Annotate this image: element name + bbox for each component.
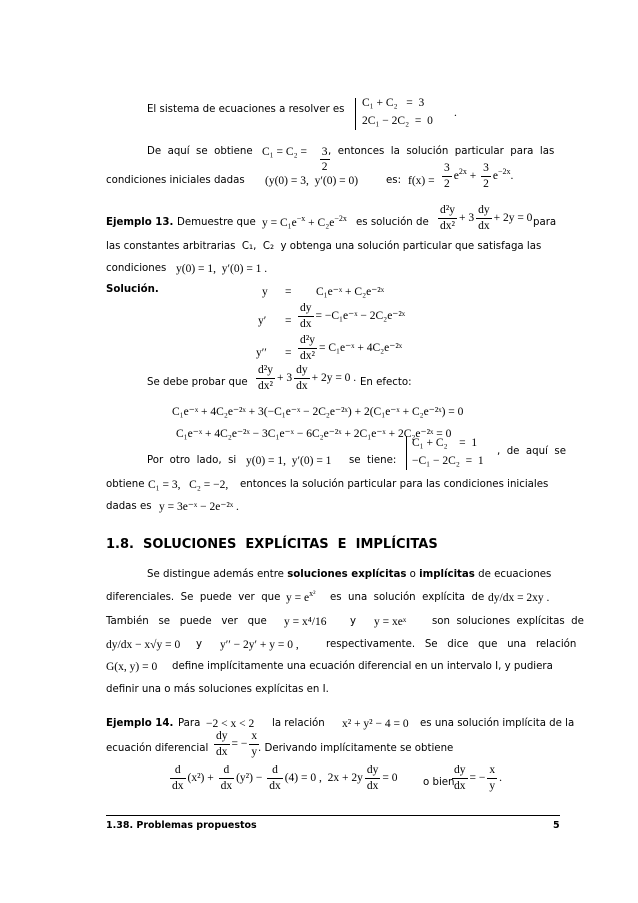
otro-lado-text: Por otro lado, si: [147, 455, 237, 466]
dadas-text: dadas es: [106, 501, 152, 512]
example-13-ode: $\frac{\text{d²y}}{\text{dx²}}$ + 3 $\frac{dy}{dx}$ + 2y = 0: [440, 204, 533, 232]
sol-row3-right: $\frac{\text{d²y}}{\text{dx²}}$ = C₁e⁻ˣ + 4C₂e⁻²ˣ: [300, 334, 403, 362]
prove-ode: $\frac{\text{d²y}}{\text{dx²}}$ + 3 $\frac{dy}{dx}$ + 2y = 0 .: [258, 364, 357, 392]
solution-label: Solución.: [106, 284, 159, 295]
conditions-text: condiciones iniciales dadas: [106, 175, 245, 186]
p3-line4-eq2: y′′ − 2y′ + y = 0 ,: [220, 639, 299, 651]
p3-line2-eq2: dy/dx = 2xy .: [488, 592, 550, 604]
implicit-derivation: $\frac{d}{dx}$ (x²) + $\frac{d}{dx}$ (y²) − $\frac{d}{dx}$ (4) = 0 , 2x + 2y $\frac{dy}{dx}$ = 0: [172, 764, 398, 792]
p3-line4-eq: dy/dx − x√y = 0: [106, 639, 181, 651]
p3-line6: definir una o más soluciones explícitas en I.: [106, 684, 329, 695]
prove-text: Se debe probar que: [147, 377, 248, 388]
otro-lado-conditions: y(0) = 1, y′(0) = 1: [246, 455, 332, 467]
sol-row2-left: y′: [258, 315, 267, 327]
fx-label: f(x) =: [408, 175, 435, 187]
example-14-line2a: ecuación diferencial: [106, 743, 209, 754]
p3-line3-a: También se puede ver que: [106, 616, 267, 627]
example-14-line2b: . Derivando implícitamente se obtiene: [258, 743, 454, 754]
page-number: 5: [553, 820, 560, 831]
particular-solution: y = 3e⁻ˣ − 2e⁻²ˣ .: [159, 501, 239, 513]
p3-line4-a: y: [196, 639, 203, 650]
system-eq-2: 2C₁ − 2C₂ = 0: [362, 115, 433, 127]
example-14-relacion: la relación: [272, 718, 325, 729]
sol-row2-right: $\frac{dy}{dx}$ = −C₁e⁻ˣ − 2C₂e⁻²ˣ: [300, 302, 406, 330]
example-13-line3a: condiciones: [106, 263, 167, 274]
footer-left: 1.38. Problemas propuestos: [106, 820, 257, 831]
particular-text: , entonces la solución particular para las: [328, 146, 555, 157]
p3-line2-eq: $y = e^{x^2}$: [286, 589, 316, 604]
example-13-conditions: y(0) = 1, y′(0) = 1 .: [176, 263, 268, 275]
example-14-para: Para: [178, 718, 201, 729]
example-14-ode: $\frac{dy}{dx}$ = − $\frac{x}{y}$: [216, 730, 258, 758]
sol-row1-right: C₁e⁻ˣ + C₂e⁻²ˣ: [316, 286, 385, 298]
sol-row3-eq: =: [285, 347, 292, 359]
c-fraction: $\frac{3}{2}$: [321, 145, 328, 174]
system2-eq-2: −C₁ − 2C₂ = 1: [412, 455, 484, 467]
example-13-line2: las constantes arbitrarias C₁, C₂ y obtenga una solución particular que satisfaga las: [106, 241, 542, 252]
system-intro-text: El sistema de ecuaciones a resolver es: [147, 104, 345, 115]
sol-row3-left: y′′: [256, 347, 267, 359]
example-13-text-b: es solución de: [356, 217, 429, 228]
p3-line5-a: define implícitamente una ecuación diferencial en un intervalo I, y pudiera: [172, 661, 553, 672]
example-13-text: Demuestre que: [177, 217, 256, 228]
obtiene-text: obtiene: [106, 479, 145, 490]
implicit-result: $\frac{dy}{dx}$ = − $\frac{x}{y}$ .: [454, 764, 502, 792]
obtiene-text-b: entonces la solución particular para las condiciones iniciales: [240, 479, 549, 490]
p3-line4-b: respectivamente. Se dice que una relación: [326, 639, 577, 650]
p3-line5-eq: G(x, y) = 0: [106, 661, 158, 673]
system-brace: [355, 98, 356, 130]
para-text: para: [533, 217, 557, 228]
obtiene-values: C₁ = 3, C₂ = −2,: [148, 479, 229, 491]
example-14-text-c: es una solución implícita de la: [420, 718, 575, 729]
example-14-interval: −2 < x < 2: [206, 718, 255, 730]
p3-line2-a: diferenciales. Se puede ver que: [106, 592, 281, 603]
example-14-relation: x² + y² − 4 = 0: [342, 718, 409, 730]
se-tiene-text: se tiene:: [349, 455, 397, 466]
sol-row2-eq: =: [285, 315, 292, 327]
footer-rule: [106, 815, 560, 816]
sol-row1-left: y: [262, 286, 268, 298]
de-aqui-text: , de aquí se: [497, 446, 566, 457]
en-efecto-text: En efecto:: [360, 377, 412, 388]
es-text: es:: [386, 175, 402, 186]
system-eq-1: C₁ + C₂ = 3: [362, 97, 425, 109]
section-title: 1.8. SOLUCIONES EXPLÍCITAS E IMPLÍCITAS: [106, 537, 438, 552]
sol-row1-eq: =: [285, 286, 292, 298]
fx-expression: $\frac{3}{2}$ $e^{2x}$ + $\frac{3}{2}$ $e^{-2x}$.: [444, 162, 514, 190]
example-13-label: Ejemplo 13.: [106, 217, 174, 228]
p3-line3-eq2: y = xeˣ: [374, 616, 407, 628]
example-14-label: Ejemplo 14.: [106, 718, 174, 729]
o-bien-text: o bien: [423, 777, 455, 788]
p3-line3-eq: y = x⁴/16: [284, 616, 327, 628]
system2-brace: [406, 436, 407, 470]
system2-eq-1: C₁ + C₂ = 1: [412, 437, 478, 449]
p3-line3-b: y: [350, 616, 357, 627]
example-13-solution: $y = C_1e^{-x} + C_2e^{-2x}$: [262, 214, 347, 229]
distinguish-text-a: Se distingue además entre soluciones explícitas o implícitas de ecuaciones: [147, 569, 552, 580]
verify-eq-2: C₁e⁻ˣ + 4C₂e⁻²ˣ − 3C₁e⁻ˣ − 6C₂e⁻²ˣ + 2C₁e⁻ˣ + 2C₂e⁻²ˣ = 0: [176, 428, 452, 440]
obtain-text: De aquí se obtiene: [147, 146, 253, 157]
verify-eq-1: C₁e⁻ˣ + 4C₂e⁻²ˣ + 3(−C₁e⁻ˣ − 2C₂e⁻²ˣ) + 2(C₁e⁻ˣ + C₂e⁻²ˣ) = 0: [172, 406, 464, 418]
p3-line2-b: es una solución explícita de: [330, 592, 485, 603]
p3-line3-c: son soluciones explícitas de: [432, 616, 584, 627]
conditions-eq: (y(0) = 3, y′(0) = 0): [265, 175, 359, 187]
c1-c2-eq: C₁ = C₂ =: [262, 146, 307, 158]
system-end: .: [454, 107, 457, 119]
